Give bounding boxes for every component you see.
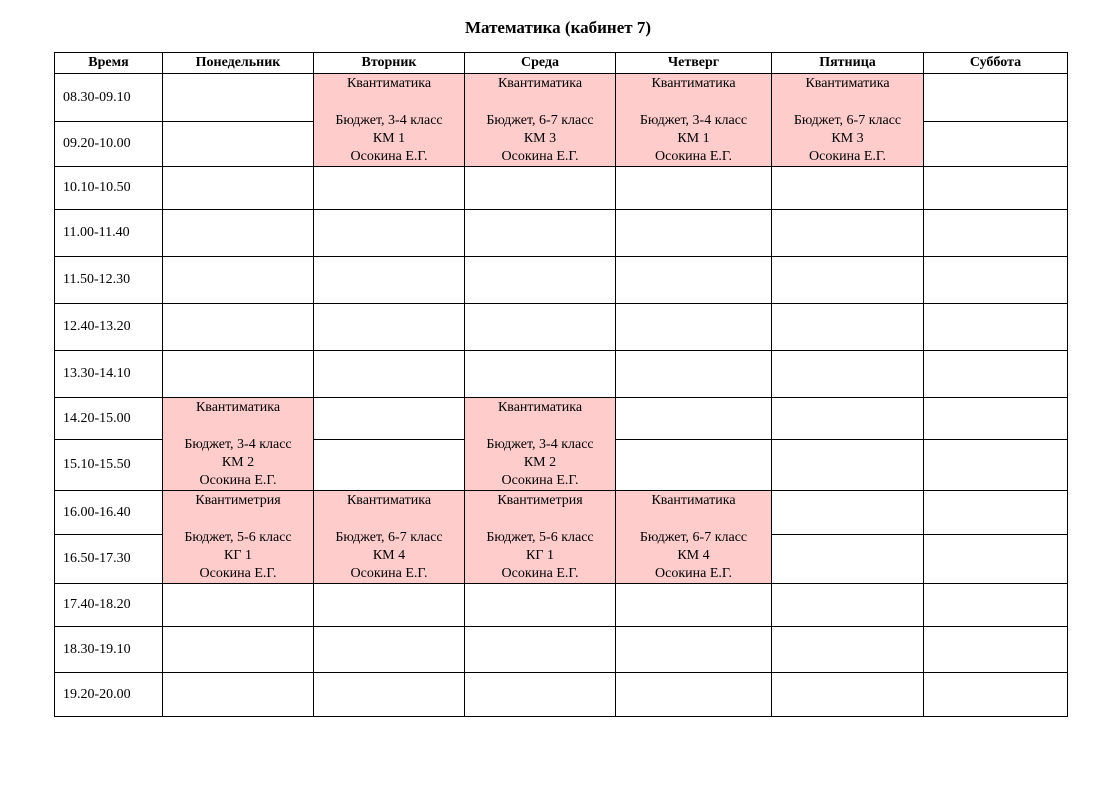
header-row: [55, 53, 1068, 74]
empty-cell: [616, 210, 772, 257]
empty-cell: [465, 210, 616, 257]
lesson-name: Квантиматика: [346, 493, 432, 508]
empty-cell: [314, 398, 465, 440]
time-cell: 09.20-10.00: [55, 122, 163, 167]
lesson-group: Бюджет, 6-7 класс: [639, 530, 748, 545]
empty-cell: [616, 627, 772, 673]
lesson-group: Бюджет, 6-7 класс: [793, 113, 902, 128]
lesson-teacher: Осокина Е.Г.: [350, 566, 428, 581]
lesson-name: Квантиматика: [497, 76, 583, 91]
empty-cell: [163, 584, 314, 627]
empty-cell: [924, 398, 1068, 440]
lesson-group: Бюджет, 6-7 класс: [335, 530, 443, 545]
empty-cell: [314, 304, 465, 351]
table-row: [55, 491, 1068, 535]
lesson-group: Бюджет, 5-6 класс: [486, 530, 594, 545]
header-tuesday: Вторник: [314, 53, 465, 74]
lesson-teacher: Осокина Е.Г.: [199, 566, 277, 581]
empty-cell: [924, 351, 1068, 398]
lesson-group: Бюджет, 6-7 класс: [486, 113, 594, 128]
time-cell: 13.30-14.10: [55, 351, 163, 398]
lesson-name: Квантиматика: [346, 76, 432, 91]
empty-cell: [314, 627, 465, 673]
header-monday: Понедельник: [163, 53, 314, 74]
empty-cell: [924, 74, 1068, 122]
lesson-teacher: Осокина Е.Г.: [655, 149, 732, 164]
lesson-name: Квантиметрия: [497, 493, 583, 508]
lesson-code: КМ 1: [677, 131, 710, 146]
time-cell: 15.10-15.50: [55, 440, 163, 491]
empty-cell: [924, 440, 1068, 491]
table-row: [55, 257, 1068, 304]
lesson-cell: [314, 491, 465, 584]
table-row: [55, 584, 1068, 627]
lesson-teacher: Осокина Е.Г.: [501, 566, 579, 581]
lesson-cell: [772, 74, 924, 167]
lesson-cell: [314, 74, 465, 167]
table-row: [55, 673, 1068, 717]
lesson-code: КМ 3: [831, 131, 864, 146]
lesson-group: Бюджет, 3-4 класс: [184, 437, 292, 452]
empty-cell: [465, 673, 616, 717]
empty-cell: [772, 627, 924, 673]
lesson-teacher: Осокина Е.Г.: [501, 149, 579, 164]
empty-cell: [772, 398, 924, 440]
empty-cell: [772, 440, 924, 491]
time-cell: 11.50-12.30: [55, 257, 163, 304]
lesson-cell: [465, 398, 616, 491]
empty-cell: [772, 673, 924, 717]
empty-cell: [772, 167, 924, 210]
empty-cell: [772, 257, 924, 304]
table-row: [55, 167, 1068, 210]
time-cell: 16.50-17.30: [55, 535, 163, 584]
time-cell: 16.00-16.40: [55, 491, 163, 535]
table-row: [55, 304, 1068, 351]
empty-cell: [163, 351, 314, 398]
empty-cell: [616, 673, 772, 717]
empty-cell: [465, 351, 616, 398]
empty-cell: [163, 167, 314, 210]
empty-cell: [314, 440, 465, 491]
time-cell: 08.30-09.10: [55, 74, 163, 122]
header-friday: Пятница: [772, 53, 924, 74]
empty-cell: [924, 122, 1068, 167]
empty-cell: [616, 304, 772, 351]
header-thursday: Четверг: [616, 53, 772, 74]
time-cell: 12.40-13.20: [55, 304, 163, 351]
lesson-code: КМ 2: [221, 455, 255, 470]
lesson-code: КМ 4: [372, 548, 406, 563]
lesson-name: Квантиматика: [651, 493, 736, 508]
empty-cell: [163, 122, 314, 167]
time-cell: 11.00-11.40: [55, 210, 163, 257]
empty-cell: [924, 210, 1068, 257]
lesson-name: Квантиматика: [805, 76, 890, 91]
empty-cell: [163, 627, 314, 673]
empty-cell: [924, 304, 1068, 351]
time-cell: 19.20-20.00: [55, 673, 163, 717]
lesson-name: Квантиметрия: [195, 493, 281, 508]
lesson-teacher: Осокина Е.Г.: [199, 473, 277, 488]
table-row: [55, 74, 1068, 122]
empty-cell: [314, 210, 465, 257]
header-saturday: Суббота: [924, 53, 1068, 74]
empty-cell: [314, 351, 465, 398]
lesson-cell: [616, 74, 772, 167]
table-row: [55, 210, 1068, 257]
empty-cell: [772, 304, 924, 351]
empty-cell: [465, 627, 616, 673]
empty-cell: [314, 257, 465, 304]
empty-cell: [924, 535, 1068, 584]
time-cell: 17.40-18.20: [55, 584, 163, 627]
page-title: Математика (кабинет 7): [464, 18, 652, 37]
empty-cell: [772, 351, 924, 398]
empty-cell: [314, 673, 465, 717]
lesson-teacher: Осокина Е.Г.: [655, 566, 732, 581]
lesson-code: КМ 4: [677, 548, 710, 563]
empty-cell: [616, 398, 772, 440]
empty-cell: [314, 584, 465, 627]
table-row: [55, 351, 1068, 398]
schedule-table: [54, 52, 1068, 717]
empty-cell: [924, 584, 1068, 627]
empty-cell: [616, 351, 772, 398]
empty-cell: [465, 304, 616, 351]
time-cell: 14.20-15.00: [55, 398, 163, 440]
empty-cell: [465, 167, 616, 210]
lesson-code: КМ 3: [523, 131, 557, 146]
lesson-teacher: Осокина Е.Г.: [350, 149, 428, 164]
empty-cell: [924, 491, 1068, 535]
lesson-name: Квантиматика: [497, 400, 583, 415]
lesson-code: КГ 1: [224, 548, 252, 563]
empty-cell: [465, 257, 616, 304]
lesson-code: КМ 2: [523, 455, 557, 470]
lesson-teacher: Осокина Е.Г.: [501, 473, 579, 488]
lesson-name: Квантиматика: [195, 400, 281, 415]
lesson-name: Квантиматика: [651, 76, 736, 91]
lesson-cell: [163, 491, 314, 584]
table-row: [55, 627, 1068, 673]
empty-cell: [772, 491, 924, 535]
lesson-teacher: Осокина Е.Г.: [809, 149, 886, 164]
empty-cell: [163, 304, 314, 351]
empty-cell: [616, 257, 772, 304]
empty-cell: [924, 257, 1068, 304]
empty-cell: [163, 257, 314, 304]
lesson-cell: [616, 491, 772, 584]
lesson-group: Бюджет, 3-4 класс: [639, 113, 748, 128]
empty-cell: [772, 210, 924, 257]
lesson-cell: [163, 398, 314, 491]
empty-cell: [465, 584, 616, 627]
empty-cell: [924, 627, 1068, 673]
lesson-group: Бюджет, 5-6 класс: [184, 530, 292, 545]
lesson-cell: [465, 491, 616, 584]
header-time: Время: [55, 53, 163, 74]
empty-cell: [924, 167, 1068, 210]
header-wednesday: Среда: [465, 53, 616, 74]
empty-cell: [616, 167, 772, 210]
lesson-code: КГ 1: [526, 548, 554, 563]
lesson-group: Бюджет, 3-4 класс: [335, 113, 443, 128]
lesson-cell: [465, 74, 616, 167]
empty-cell: [772, 535, 924, 584]
empty-cell: [163, 74, 314, 122]
lesson-code: КМ 1: [372, 131, 406, 146]
empty-cell: [163, 210, 314, 257]
lesson-group: Бюджет, 3-4 класс: [486, 437, 594, 452]
empty-cell: [772, 584, 924, 627]
empty-cell: [616, 440, 772, 491]
empty-cell: [616, 584, 772, 627]
time-cell: 10.10-10.50: [55, 167, 163, 210]
empty-cell: [163, 673, 314, 717]
time-cell: 18.30-19.10: [55, 627, 163, 673]
table-row: [55, 398, 1068, 440]
empty-cell: [924, 673, 1068, 717]
empty-cell: [314, 167, 465, 210]
